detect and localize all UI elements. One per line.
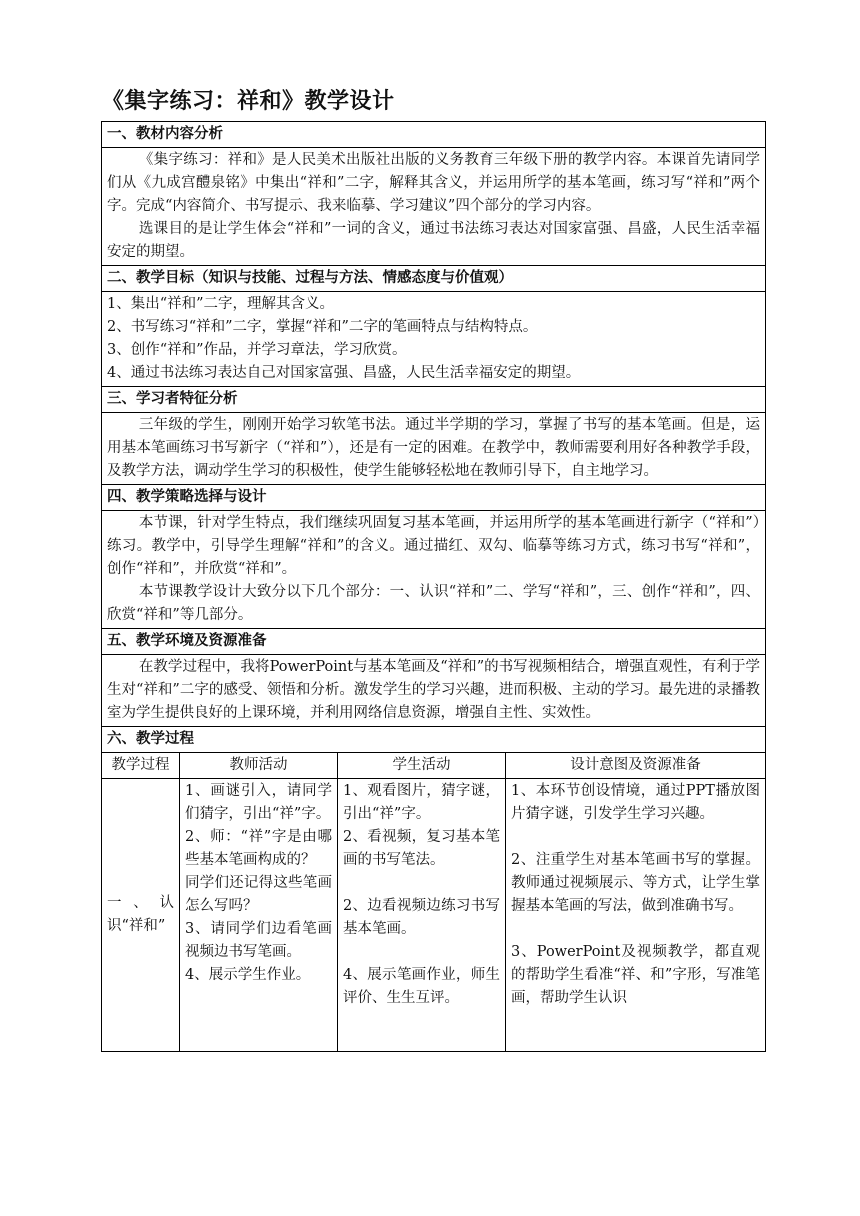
spacer <box>343 872 500 895</box>
design-intent-item: 2、注重学生对基本笔画书写的掌握。教师通过视频展示、等方式，让学生掌握基本笔画的写法，做到准确书写。 <box>511 852 760 914</box>
process-row <box>102 779 766 1052</box>
column-header-design: 设计意图及资源准备 <box>506 753 766 779</box>
lesson-plan-table <box>101 121 766 1052</box>
section-1-paragraph: 《集字练习：祥和》是人民美术出版社出版的义务教育三年级下册的教学内容。本课首先请同学们从《九成宫醴泉铭》中集出“祥和”二字，解释其含义，并运用所学的基本笔画，练习写“祥和”两个字。完成“内容简介、书写提示、我来临摹、学习建议”四个部分的学习内容。 <box>107 152 760 214</box>
teacher-activity-item: 2、师：“祥”字是由哪些基本笔画构成的？ <box>185 829 332 868</box>
document-title: 《集字练习：祥和》教学设计 <box>102 89 395 114</box>
section-5-paragraph: 在教学过程中，我将PowerPoint与基本笔画及“祥和”的书写视频相结合，增强直观性，有利于学生对“祥和”二字的感受、领悟和分析。激发学生的学习兴趣，进而积极、主动的学习。最先进的录播教室为学生提供良好的上课环境，并利用网络信息资源，增强自主性、实效性。 <box>107 659 760 721</box>
student-activity-item: 4、展示笔画作业，师生评价、生生互评。 <box>343 967 500 1006</box>
section-1-body <box>102 148 766 266</box>
teacher-activity-item: 同学们还记得这些笔画怎么写吗？ <box>185 875 332 914</box>
column-header-student: 学生活动 <box>338 753 506 779</box>
section-1-paragraph: 选课目的是让学生体会“祥和”一词的含义，通过书法练习表达对国家富强、昌盛，人民生活幸福安定的期望。 <box>107 221 760 260</box>
section-2-body <box>102 292 766 387</box>
section-5-heading: 五、教学环境及资源准备 <box>102 629 766 655</box>
objective-item: 3、创作“祥和”作品，并学习章法，学习欣赏。 <box>107 342 407 358</box>
spacer <box>511 826 760 849</box>
teacher-activity-item: 4、展示学生作业。 <box>185 967 311 983</box>
design-intent-item: 1、本环节创设情境，通过PPT播放图片猜字谜，引发学生学习兴趣。 <box>511 783 760 822</box>
objective-item: 4、通过书法练习表达自己对国家富强、昌盛，人民生活幸福安定的期望。 <box>107 365 581 381</box>
column-header-stage: 教学过程 <box>102 753 180 779</box>
teacher-activity-cell <box>180 779 338 1052</box>
section-2-heading: 二、教学目标（知识与技能、过程与方法、情感态度与价值观） <box>102 266 766 292</box>
section-1-heading: 一、教材内容分析 <box>102 122 766 148</box>
section-5-body <box>102 655 766 727</box>
column-header-teacher: 教师活动 <box>180 753 338 779</box>
student-activity-item: 2、看视频，复习基本笔画的书写笔法。 <box>343 829 500 868</box>
objective-item: 1、集出“祥和”二字，理解其含义。 <box>107 296 335 312</box>
process-table-header-row <box>102 753 766 779</box>
stage-label: 一、认识“祥和” <box>107 895 174 934</box>
teacher-activity-item: 3、请同学们边看笔画视频边书写笔画。 <box>185 921 332 960</box>
spacer <box>511 918 760 941</box>
spacer <box>343 941 500 964</box>
objective-item: 2、书写练习“祥和”二字，掌握“祥和”二字的笔画特点与结构特点。 <box>107 319 538 335</box>
section-6-heading: 六、教学过程 <box>102 727 766 753</box>
student-activity-cell <box>338 779 506 1052</box>
section-4-heading: 四、教学策略选择与设计 <box>102 485 766 511</box>
section-4-body <box>102 511 766 629</box>
stage-cell <box>102 779 180 1052</box>
teacher-activity-item: 1、画谜引入，请同学们猜字，引出“祥”字。 <box>185 783 332 822</box>
section-3-paragraph: 三年级的学生，刚刚开始学习软笔书法。通过半学期的学习，掌握了书写的基本笔画。但是，运用基本笔画练习书写新字（“祥和”），还是有一定的困难。在教学中，教师需要利用好各种教学手段，及教学方法，调动学生学习的积极性，使学生能够轻松地在教师引导下，自主地学习。 <box>107 417 760 479</box>
design-intent-cell <box>506 779 766 1052</box>
section-3-body <box>102 413 766 485</box>
design-intent-item: 3、PowerPoint及视频教学，都直观的帮助学生看准“祥、和”字形，写准笔画，帮助学生认识 <box>511 944 760 1006</box>
section-4-paragraph: 本节课教学设计大致分以下几个部分：一、认识“祥和”二、学写“祥和”，三、创作“祥和”，四、欣赏“祥和”等几部分。 <box>107 584 760 623</box>
section-4-paragraph: 本节课，针对学生特点，我们继续巩固复习基本笔画，并运用所学的基本笔画进行新字（“祥和”）练习。教学中，引导学生理解“祥和”的含义。通过描红、双勾、临摹等练习方式，练习书写“祥和”，创作“祥和”，并欣赏“祥和”。 <box>107 515 760 577</box>
section-3-heading: 三、学习者特征分析 <box>102 387 766 413</box>
student-activity-item: 2、边看视频边练习书写基本笔画。 <box>343 898 500 937</box>
student-activity-item: 1、观看图片，猜字谜，引出“祥”字。 <box>343 783 500 822</box>
